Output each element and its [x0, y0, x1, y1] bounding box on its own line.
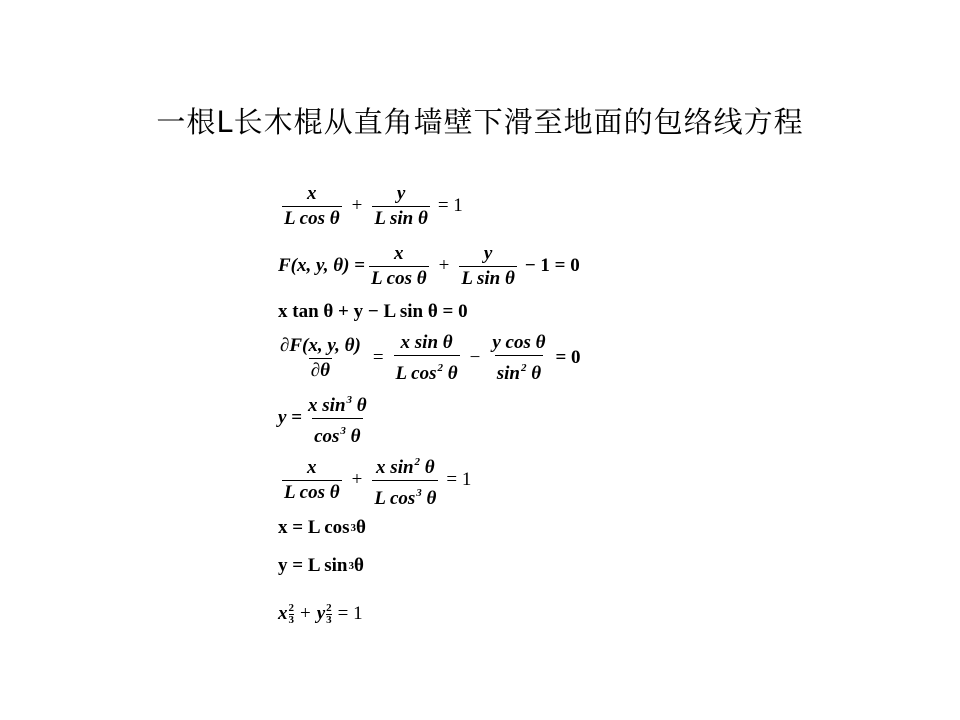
fraction: $\frac{x}{\text{L cos θ}}$ — [284, 182, 340, 229]
fraction: $\frac{y}{\text{L sin θ}}$ — [374, 182, 428, 229]
equation-9: x 2 3 + y $\frac{2}{3}$ = 1 — [278, 601, 363, 626]
fraction: $\frac{\text{x sin θ}}{L \cos^2 \theta}$ — [395, 331, 458, 384]
exponent-fraction: 2 3 — [288, 601, 294, 626]
equation-8: y = L sin 3 θ — [278, 555, 364, 576]
fraction: $\frac{x}{\text{L cos θ}}$ — [284, 456, 340, 503]
fraction: $\frac{x \sin^2 \theta}{L \cos^3 \theta}$ — [374, 455, 437, 509]
equation-4: $\frac{\partial F(x, y, \theta)}{\partial\theta}$ = $\frac{\text{x sin θ}}{L \cos^2 \theta}$ − $\frac{\text{y cos θ}}{\sin^2 \theta}$ = 0 — [280, 331, 581, 384]
fraction: $\frac{y}{\text{L sin θ}}$ — [461, 242, 515, 289]
equation-7: x = L cos 3 θ — [278, 517, 366, 538]
equation-2: F(x, y, θ) = $\frac{x}{\text{L cos θ}}$ + $\frac{y}{\text{L sin θ}}$ − 1 = 0 — [278, 242, 580, 289]
equation-6: $\frac{x}{\text{L cos θ}}$ + $\frac{x \sin^2 \theta}{L \cos^3 \theta}$ = 1 — [278, 460, 471, 500]
equation-1: $\frac{x}{\text{L cos θ}}$ + $\frac{y}{\text{L sin θ}}$ = 1 — [284, 182, 463, 229]
fraction: $\frac{\partial F(x, y, \theta)}{\partial\theta}$ — [280, 334, 361, 381]
fraction: $\frac{x \sin^3 \theta}{\cos^3 \theta}$ — [308, 393, 367, 447]
equation-5: y = $\frac{x \sin^3 \theta}{\cos^3 \theta}$ — [278, 398, 373, 438]
exponent-fraction: $\frac{2}{3}$ — [326, 601, 332, 626]
fraction: $\frac{x}{\text{L cos θ}}$ — [371, 242, 427, 289]
equation-3: x tan θ + y − L sin θ = 0 — [278, 301, 468, 322]
fraction: $\frac{\text{y cos θ}}{\sin^2 \theta}$ — [492, 331, 546, 384]
slide-title: 一根L长木棍从直角墙壁下滑至地面的包络线方程 — [156, 105, 804, 139]
